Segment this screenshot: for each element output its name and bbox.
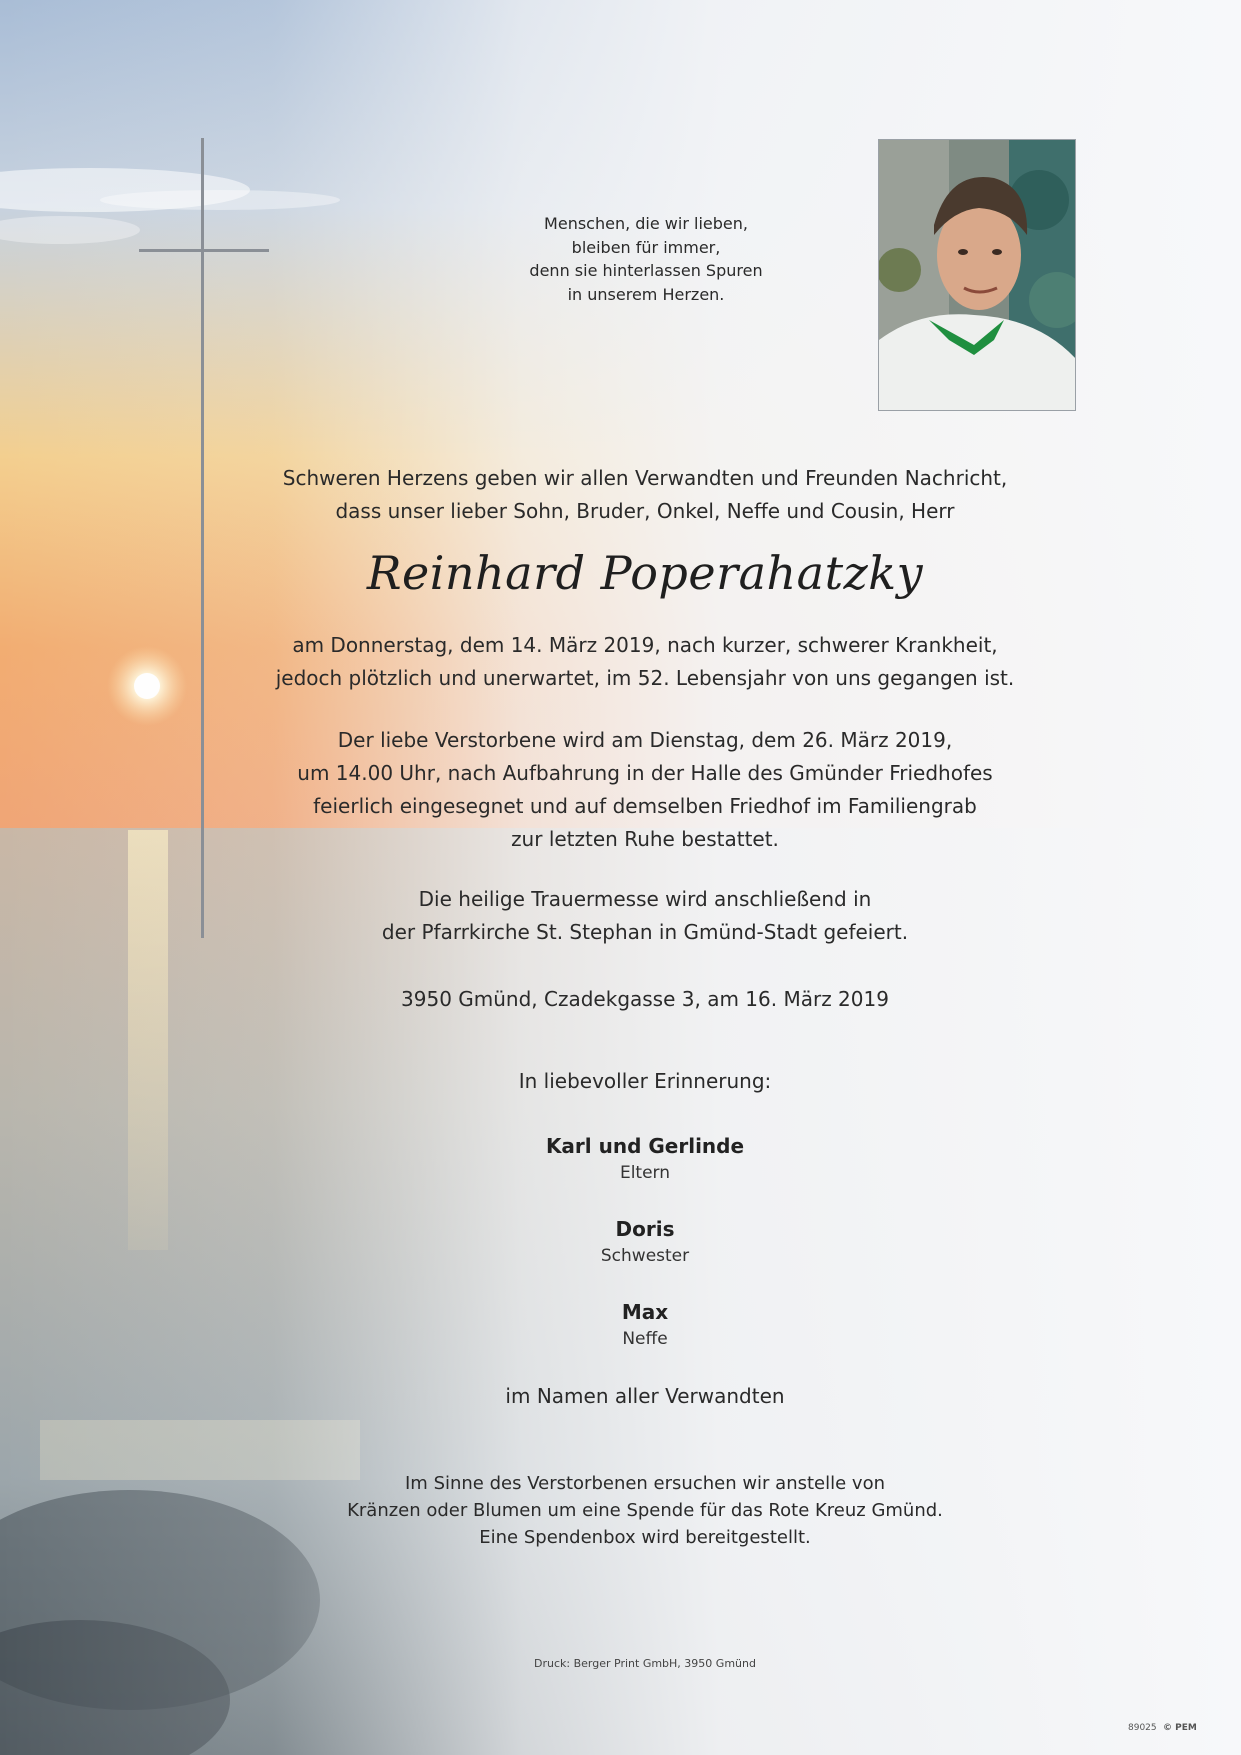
funeral-details <box>250 724 1040 856</box>
funeral-line: um 14.00 Uhr, nach Aufbahrung in der Halle des Gmünder Friedhofes <box>297 761 993 785</box>
intro-line: Schweren Herzens geben wir allen Verwandten und Freunden Nachricht, <box>282 466 1008 490</box>
mourner-entry <box>450 1298 840 1352</box>
memory-heading: In liebevoller Erinnerung: <box>518 1069 772 1093</box>
mourner-name: Doris <box>615 1217 675 1241</box>
portrait-photo <box>878 139 1076 411</box>
mourner-name: Karl und Gerlinde <box>545 1134 745 1158</box>
printer-credit: Druck: Berger Print GmbH, 3950 Gmünd <box>534 1657 756 1670</box>
donation-line: Eine Spendenbox wird bereitgestellt. <box>479 1527 811 1548</box>
quote-line: Menschen, die wir lieben, <box>544 214 748 233</box>
death-notice <box>250 629 1040 695</box>
death-line: jedoch plötzlich und unerwartet, im 52. Lebensjahr von uns gegangen ist. <box>275 666 1015 690</box>
mourner-name: Max <box>621 1300 669 1324</box>
memorial-quote <box>496 212 796 306</box>
intro-text <box>250 462 1040 528</box>
cross-vertical-bar <box>201 138 204 938</box>
funeral-line: Der liebe Verstorbene wird am Dienstag, dem 26. März 2019, <box>337 728 953 752</box>
mourner-entry <box>450 1215 840 1269</box>
mass-line: der Pfarrkirche St. Stephan in Gmünd-Stadt gefeiert. <box>381 920 909 944</box>
death-line: am Donnerstag, dem 14. März 2019, nach kurzer, schwerer Krankheit, <box>292 633 998 657</box>
mass-line: Die heilige Trauermesse wird anschließend in <box>418 887 872 911</box>
deceased-name: Reinhard Poperahatzky <box>366 546 924 600</box>
on-behalf-text: im Namen aller Verwandten <box>505 1384 785 1408</box>
intro-line: dass unser lieber Sohn, Bruder, Onkel, Neffe und Cousin, Herr <box>335 499 955 523</box>
printer-logo: © PEM <box>1163 1723 1197 1733</box>
cross-horizontal-bar <box>139 249 269 252</box>
mourner-relation: Neffe <box>622 1329 668 1349</box>
mass-details <box>250 883 1040 949</box>
mourner-relation: Schwester <box>600 1246 690 1266</box>
funeral-line: feierlich eingesegnet und auf demselben Friedhof im Familiengrab <box>313 794 977 818</box>
quote-line: in unserem Herzen. <box>567 284 725 304</box>
donation-line: Kränzen oder Blumen um eine Spende für das Rote Kreuz Gmünd. <box>347 1500 943 1521</box>
mourner-relation: Eltern <box>619 1163 671 1183</box>
funeral-line: zur letzten Ruhe bestattet. <box>511 827 779 851</box>
mourner-entry <box>450 1132 840 1186</box>
quote-line: denn sie hinterlassen Spuren <box>529 261 763 280</box>
quote-line: bleiben für immer, <box>571 237 721 257</box>
donation-line: Im Sinne des Verstorbenen ersuchen wir anstelle von <box>405 1473 885 1494</box>
place-date: 3950 Gmünd, Czadekgasse 3, am 16. März 2019 <box>401 987 889 1011</box>
donation-request <box>250 1470 1040 1551</box>
product-code: 89025 <box>1128 1723 1157 1733</box>
